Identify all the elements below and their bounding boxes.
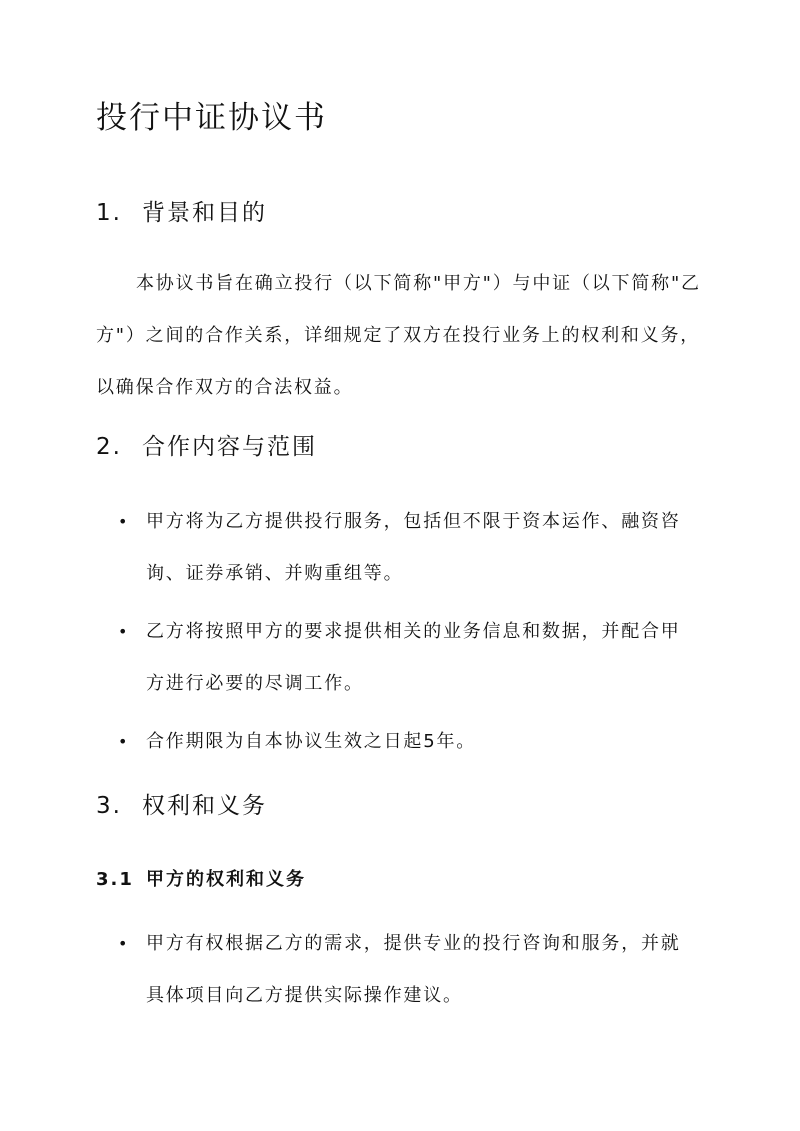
section-number: 1. [96,200,122,226]
subsection-title: 甲方的权利和义务 [146,869,306,890]
section-title: 权利和义务 [142,793,267,819]
list-item-text: 甲方将为乙方提供投行服务，包括但不限于资本运作、融资咨询、证券承销、并购重组等。 [146,511,681,584]
section-1-paragraph: 本协议书旨在确立投行（以下简称"甲方"）与中证（以下简称"乙方"）之间的合作关系，详细规定了双方在投行业务上的权利和义务，以确保合作双方的合法权益。 [96,273,701,398]
bullet-icon: • [118,512,130,531]
section-2-heading [96,430,317,464]
section-3-heading [96,789,267,823]
list-item-text: 甲方有权根据乙方的需求，提供专业的投行咨询和服务，并就具体项目向乙方提供实际操作建议。 [146,933,681,1006]
bullet-icon: • [118,732,130,751]
list-item [118,716,688,768]
list-item [118,918,688,1022]
section-1-heading [96,196,267,230]
section-title: 背景和目的 [142,200,267,226]
section-title: 合作内容与范围 [142,434,317,460]
section-number: 2. [96,434,122,460]
subsection-3-1-heading [96,866,306,894]
list-item [118,496,688,600]
subsection-number: 3.1 [96,869,134,890]
bullet-icon: • [118,622,130,641]
section-number: 3. [96,793,122,819]
bullet-icon: • [118,934,130,953]
list-item-text: 乙方将按照甲方的要求提供相关的业务信息和数据，并配合甲方进行必要的尽调工作。 [146,621,681,694]
document-title: 投行中证协议书 [96,100,327,136]
list-item [118,606,688,710]
list-item-text: 合作期限为自本协议生效之日起5年。 [146,731,477,752]
